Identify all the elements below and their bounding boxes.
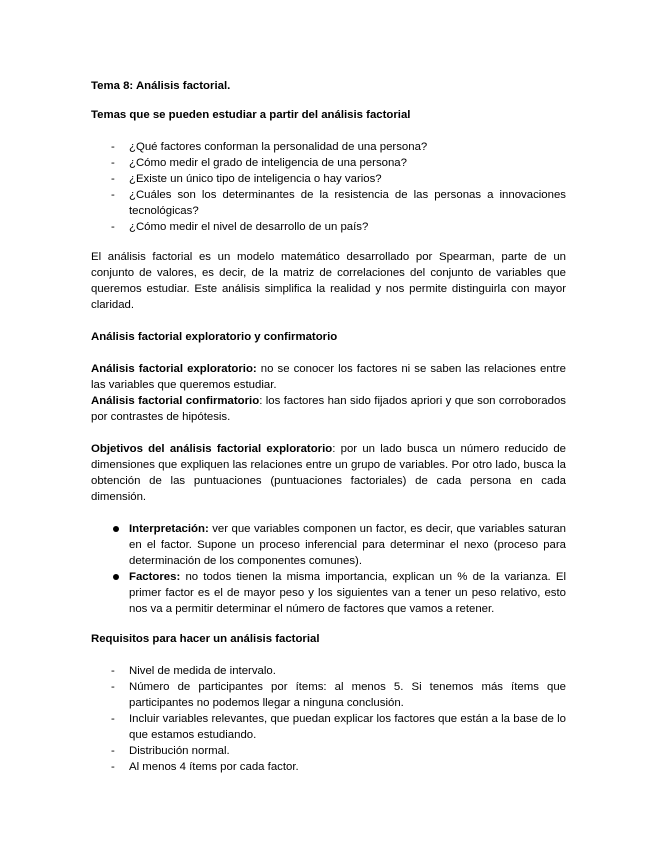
bullet-label: Factores: — [129, 571, 181, 583]
objetivos-text: : por un lado busca un número reducido de dimensiones que expliquen las relaciones entre un grupo de variables. Por otro lado, busca la obtención de las puntuaciones (puntuaciones factoriales) de cada persona en cada dimensión. — [91, 443, 566, 503]
list-item: - ¿Existe un único tipo de inteligencia o hay varios? — [91, 171, 566, 187]
temas-list — [91, 139, 566, 235]
list-item: - ¿Cómo medir el grado de inteligencia de una persona? — [91, 155, 566, 171]
confirmatorio-definition — [91, 393, 566, 425]
list-item: - Distribución normal. — [91, 743, 566, 759]
requisitos-list — [91, 663, 566, 775]
section-heading-temas: Temas que se pueden estudiar a partir del análisis factorial — [91, 109, 411, 121]
bullet-text: no todos tienen la misma importancia, explican un % de la varianza. El primer factor es el de mayor peso y los siguientes van a tener un peso relativo, esto nos va a permitir determinar el número de factores que vamos a retener. — [129, 571, 566, 615]
list-item: - ¿Cuáles son los determinantes de la resistencia de las personas a innovaciones tecnológicas? — [91, 187, 566, 219]
exploratorio-label: Análisis factorial exploratorio: — [91, 363, 257, 375]
objetivos-label: Objetivos del análisis factorial exploratorio — [91, 443, 333, 455]
intro-paragraph: El análisis factorial es un modelo matemático desarrollado por Spearman, parte de un conjunto de valores, es decir, de la matriz de correlaciones del conjunto de variables que queremos estudiar. Este análisis simplifica la realidad y nos permite distinguirla con mayor claridad. — [91, 251, 566, 311]
exploratorio-text: no se conocer los factores ni se saben las relaciones entre las variables que queremos estudiar. — [91, 363, 566, 391]
list-item: - Nivel de medida de intervalo. — [91, 663, 566, 679]
list-item: - Al menos 4 ítems por cada factor. — [91, 759, 566, 775]
confirmatorio-label: Análisis factorial confirmatorio — [91, 395, 260, 407]
objetivos-bullets — [91, 521, 566, 617]
bullet-label: Interpretación: — [129, 523, 209, 535]
document-title: Tema 8: Análisis factorial. — [91, 80, 231, 92]
exploratorio-definition — [91, 361, 566, 393]
bullet-text: ver que variables componen un factor, es decir, que variables saturan en el factor. Supone un proceso inferencial para determinar el nexo (proceso para determinación de los componentes comunes). — [129, 523, 566, 567]
list-item: - ¿Cómo medir el nivel de desarrollo de un país? — [91, 219, 566, 235]
bullet-item — [91, 521, 566, 569]
confirmatorio-text: : los factores han sido fijados apriori y que son corroborados por contrastes de hipótesis. — [91, 395, 566, 423]
list-item: - Número de participantes por ítems: al menos 5. Si tenemos más ítems que participantes no podemos llegar a ninguna conclusión. — [91, 679, 566, 711]
bullet-item — [91, 569, 566, 617]
section-heading-exploratorio-confirmatorio: Análisis factorial exploratorio y confirmatorio — [91, 331, 338, 343]
list-item: - Incluir variables relevantes, que puedan explicar los factores que están a la base de lo que estamos estudiando. — [91, 711, 566, 743]
list-item: - ¿Qué factores conforman la personalidad de una persona? — [91, 139, 566, 155]
objetivos-paragraph — [91, 441, 566, 505]
section-heading-requisitos: Requisitos para hacer un análisis factorial — [91, 633, 320, 645]
